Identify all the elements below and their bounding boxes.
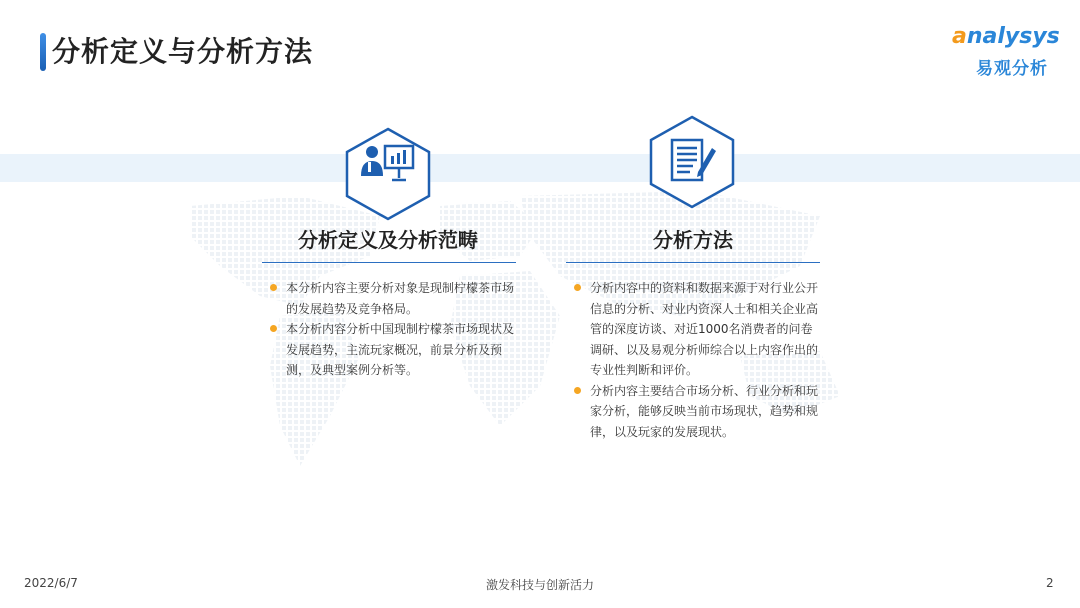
brand-logo bbox=[952, 24, 1062, 80]
bullet-dot bbox=[270, 325, 277, 332]
presentation-icon bbox=[344, 126, 432, 222]
bullet-dot bbox=[574, 284, 581, 291]
section-divider bbox=[566, 262, 820, 263]
section-divider bbox=[262, 262, 516, 263]
list-item: 分析内容主要结合市场分析、行业分析和玩家分析，能够反映当前市场现状，趋势和规律，以及玩家的发展现状。 bbox=[574, 381, 820, 443]
footer-slogan: 激发科技与创新活力 bbox=[485, 578, 594, 592]
logo-wordmark: analysys bbox=[952, 24, 1060, 49]
background-band bbox=[0, 154, 1080, 182]
list-item: 分析内容中的资料和数据来源于对行业公开信息的分析、对业内资深人士和相关企业高管的深度访谈、对近1000名消费者的问卷调研、以及易观分析师综合以上内容作出的专业性判断和评价。 bbox=[574, 278, 820, 381]
bullet-dot bbox=[574, 387, 581, 394]
definition-bullet-list bbox=[270, 278, 516, 381]
footer-date: 2022/6/7 bbox=[24, 576, 78, 590]
page-number: 2 bbox=[1046, 576, 1054, 590]
bullet-dot bbox=[270, 284, 277, 291]
logo-chinese-name: 易观分析 bbox=[976, 59, 1048, 79]
title-accent-bar bbox=[40, 33, 46, 71]
list-item: 本分析内容分析中国现制柠檬茶市场现状及发展趋势，主流玩家概况，前景分析及预测，及典型案例分析等。 bbox=[270, 319, 516, 381]
section-title-definition: 分析定义及分析范畴 bbox=[298, 228, 478, 252]
document-edit-icon bbox=[648, 114, 736, 210]
method-bullet-list bbox=[574, 278, 820, 442]
list-item: 本分析内容主要分析对象是现制柠檬茶市场的发展趋势及竞争格局。 bbox=[270, 278, 516, 319]
section-title-method: 分析方法 bbox=[653, 228, 733, 252]
page-title: 分析定义与分析方法 bbox=[52, 35, 314, 68]
